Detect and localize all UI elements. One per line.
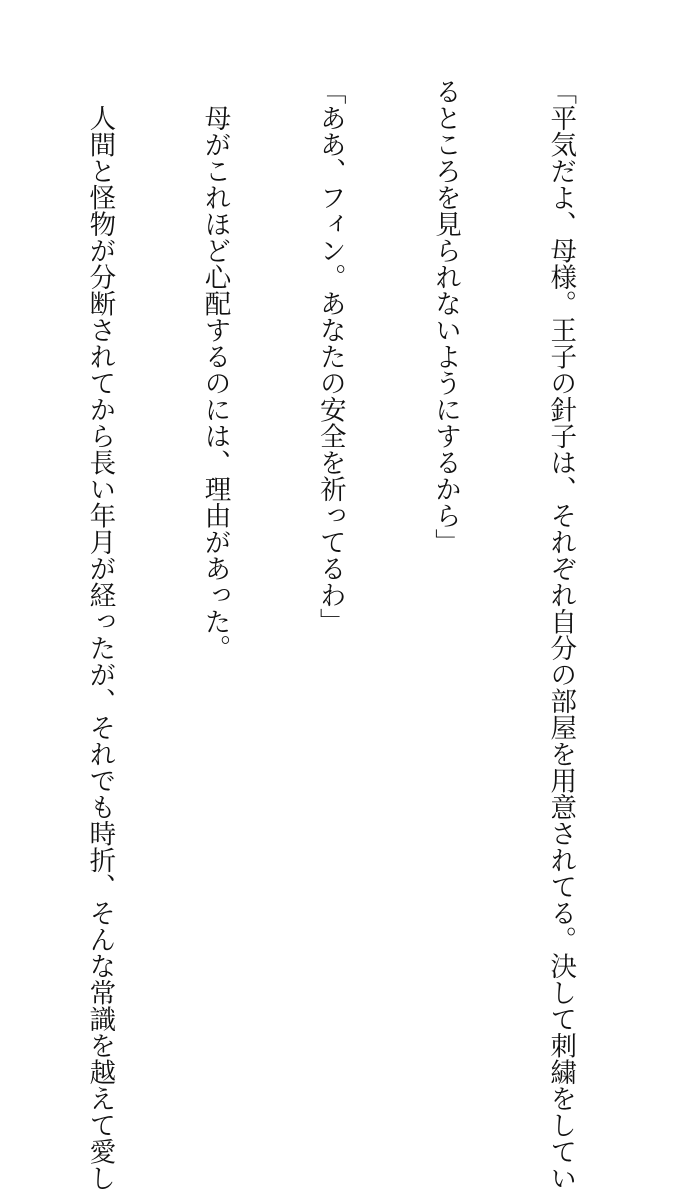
text-line: 母がこれほど心配するのには、理由があった。 <box>199 78 231 661</box>
vertical-text-block <box>0 78 656 1191</box>
text-line: 「ああ、フィン。あなたの安全を祈ってるわ」 <box>314 78 346 635</box>
text-line: るところを見られないようにするから」 <box>429 78 461 555</box>
text-line: 人間と怪物が分断されてから長い年月が経ったが、それでも時折、そんな常識を越えて愛し <box>84 78 116 1191</box>
text-line <box>0 78 3 998</box>
text-line: 「平気だよ、母様。王子の針子は、それぞれ自分の部屋を用意されてる。決して刺繍をしてい <box>545 78 577 1191</box>
